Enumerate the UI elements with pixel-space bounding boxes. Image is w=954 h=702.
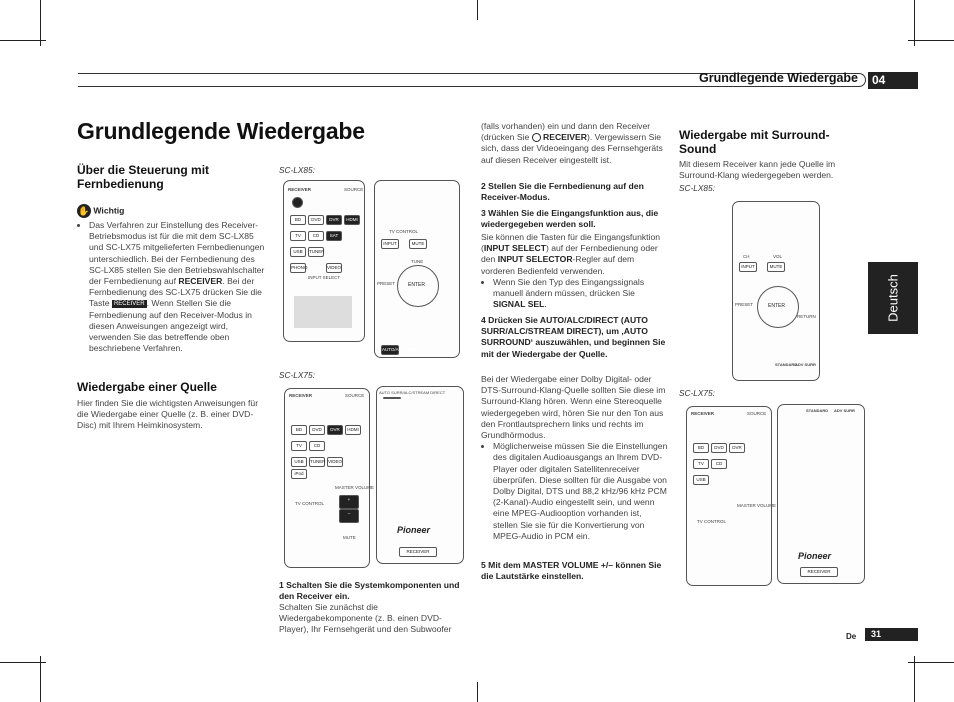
pioneer-logo: Pioneer [798,551,832,561]
dvd-button[interactable]: DVD [308,215,324,225]
heading-play-source: Wiedergabe einer Quelle [77,380,217,394]
hdmi-button[interactable]: HDMI [345,425,361,435]
step-4-text: Bei der Wiedergabe einer Dolby Digital- oder DTS-Surround-Klang-Quelle sollten Sie diese im Surround-Klang hören. Wenn eine Stereoquelle wiedergegeben wird, hören Sie nur den Ton aus den Frontlautsprechern links und rechts im Grundhörmodus. • Möglicherweise müssen Sie die Einstellungen des digitalen Audioausgangs an Ihrem DVD-Player oder digitalen Satellitenreceiver überprüfen. Diese sollten für die Ausgabe von Dolby Digital, DTS und 88,2 kHz/96 kHz PCM (2-Kanal)-Audio eingestellt sein, und wenn eine MPEG-Audiooption vorhanden ist, stellen Sie sie für die Konvertierung von MPEG-Audio in PCM ein. [481,374,668,542]
video-button[interactable]: VIDEO [326,263,342,273]
power-icon [532,133,541,142]
receiver-button[interactable]: RECEIVER [399,547,437,557]
hdmi-button[interactable]: HDMI [344,215,360,225]
receiver-tag: RECEIVER [113,301,145,308]
label-sc-lx85-2: SC-LX85: [679,183,715,193]
remote-sc-lx85-top: RECEIVER SOURCE BD DVD DVR HDMI TV CD SAT USB TUNER PHONO VIDEO INPUT SELECT [283,180,365,342]
remote-sc-lx85-surround: CH VOL INPUT MUTE ENTER PRESET RETURN STANDARD ADV SURR [732,201,820,381]
mute-button[interactable]: MUTE [409,239,427,249]
step-4: 4 Drücken Sie AUTO/ALC/DIRECT (AUTO SURR/ALC/STREAM DIRECT), um ‚AUTO SURROUND‘ auszuwählen, und beginnen Sie mit der Wiedergabe der Quelle. [481,315,666,359]
ipod-button[interactable]: iPod [291,469,307,479]
step-2: 2 Stellen Sie die Fernbedienung auf den Receiver-Modus. [481,181,644,203]
enter-dial[interactable]: ENTER [757,286,799,328]
footer-language: De [846,632,857,641]
tv-button[interactable]: TV [290,231,306,241]
tuner-button[interactable]: TUNER [308,247,324,257]
crop-mark [0,662,46,663]
remote-sc-lx75-left: RECEIVER SOURCE BD DVD DVR HDMI TV CD USB iPod TUNER VIDEO MASTER VOLUME + – TV CONTROL MUTE [284,388,370,568]
important-text: • Das Verfahren zur Einstellung des Receiver-Betriebsmodus ist für die mit dem SC-LX85 und SC-LX75 mitgelieferten Fernbedienungen unterschiedlich. Bei der Fernbedienung des SC-LX85 stellen Sie den Betriebswahlschalter der Fernbedienung auf RECEIVER. Bei der Fernbedienung des SC-LX75 drücken Sie die Taste RECEIVER . Wenn Stellen Sie die Fernbedienung auf den Receiver-Modus in diesen Anweisungen angezeigt wird, verwenden Sie das betreffende oben beschriebene Verfahren. [89,220,267,354]
step-1: 1 Schalten Sie die Systemkomponenten und den Receiver ein. [279,580,460,602]
tv-button[interactable]: TV [291,441,307,451]
usb-button[interactable]: USB [291,457,307,467]
tuner-button[interactable]: TUNER [309,457,325,467]
volume-down-button[interactable]: – [339,509,359,523]
input-button[interactable]: INPUT [739,262,757,272]
pioneer-logo: Pioneer [397,525,431,535]
auto-surr-button[interactable] [383,397,401,399]
bd-button[interactable]: BD [693,443,709,453]
remote-sc-lx75-right: AUTO SURR/ALC/STREAM DIRECT Pioneer RECEIVER [376,386,464,564]
page-number: 31 [865,628,918,641]
crop-mark [477,0,478,20]
cd-button[interactable]: CD [308,231,324,241]
step-3: 3 Wählen Sie die Eingangsfunktion aus, die wiedergegeben werden soll. [481,208,659,230]
enter-dial[interactable]: ENTER [397,265,439,307]
cd-button[interactable]: CD [711,459,727,469]
step-3-text: Sie können die Tasten für die Eingangsfunktion (INPUT SELECT) auf der Fernbedienung oder den INPUT SELECTOR-Regler auf dem vorderen Bedienfeld verwenden. • Wenn Sie den Typ des Eingangssignals manuell ändern müssen, drücken Sie SIGNAL SEL. [481,232,668,310]
chapter-number: 04 [868,72,918,89]
page-title: Grundlegende Wiedergabe [77,118,365,144]
label-sc-lx85: SC-LX85: [279,165,315,175]
step-1-text: Schalten Sie zunächst die Wiedergabekomponente (z. B. einen DVD-Player), Ihr Fernsehgerät und den Subwoofer [279,602,452,635]
screen-placeholder [294,296,352,328]
remote-sc-lx75-surround-left: RECEIVER SOURCE BD DVD DVR TV CD USB MASTER VOLUME TV CONTROL [686,406,772,586]
label-sc-lx75: SC-LX75: [279,370,315,380]
mute-button[interactable]: MUTE [767,262,785,272]
phono-button[interactable]: PHONO [290,263,306,273]
heading-surround: Wiedergabe mit Surround-Sound [679,128,830,156]
sat-button[interactable]: SAT [326,231,342,241]
crop-mark [0,40,46,41]
dvd-button[interactable]: DVD [711,443,727,453]
usb-button[interactable]: USB [693,475,709,485]
receiver-button[interactable]: RECEIVER [800,567,838,577]
dvr-button[interactable]: DVR [729,443,745,453]
remote-sc-lx75-surround-right: STANDARD ADV SURR Pioneer RECEIVER [777,404,865,584]
heading-remote-control: Über die Steuerung mit Fernbedienung [77,163,210,191]
crop-mark [908,40,954,41]
bd-button[interactable]: BD [291,425,307,435]
dvr-button[interactable]: DVR [326,215,342,225]
language-tab-label: Deutsch [885,274,901,322]
surround-text: Mit diesem Receiver kann jede Quelle im Surround-Klang wiedergegeben werden. [679,159,836,181]
language-tab [868,262,918,334]
usb-button[interactable]: USB [290,247,306,257]
remote-sc-lx85-right: TV CONTROL INPUT MUTE ENTER TUNE PRESET AUTO/ALC/DIRECT [374,180,460,358]
video-button[interactable]: VIDEO [327,457,343,467]
power-button[interactable] [292,197,303,208]
bd-button[interactable]: BD [290,215,306,225]
dvd-button[interactable]: DVD [309,425,325,435]
input-button[interactable]: INPUT [381,239,399,249]
dvr-button[interactable]: DVR [327,425,343,435]
volume-up-button[interactable]: + [339,495,359,509]
col3-continued-text: (falls vorhanden) ein und dann den Receiver (drücken Sie RECEIVER). Vergewissern Sie sich, dass der Videoeingang des Fernsehgeräts auf diesen Receiver eingestellt ist. [481,121,663,165]
hand-icon: ✋ [78,206,90,216]
label-sc-lx75-2: SC-LX75: [679,388,715,398]
important-label: Wichtig [93,205,125,216]
auto-alc-button[interactable]: AUTO/ALC/DIRECT [381,345,399,355]
header-section-title: Grundlegende Wiedergabe [699,71,858,85]
tv-button[interactable]: TV [693,459,709,469]
crop-mark [908,662,954,663]
crop-mark [477,682,478,702]
important-note [77,204,267,354]
step-5: 5 Mit dem MASTER VOLUME +/– können Sie die Lautstärke einstellen. [481,560,662,582]
cd-button[interactable]: CD [309,441,325,451]
play-source-text: Hier finden Sie die wichtigsten Anweisungen für die Wiedergabe einer Quelle (z. B. einer DVD-Disc) mit Ihrem Heimkinosystem. [77,398,259,431]
